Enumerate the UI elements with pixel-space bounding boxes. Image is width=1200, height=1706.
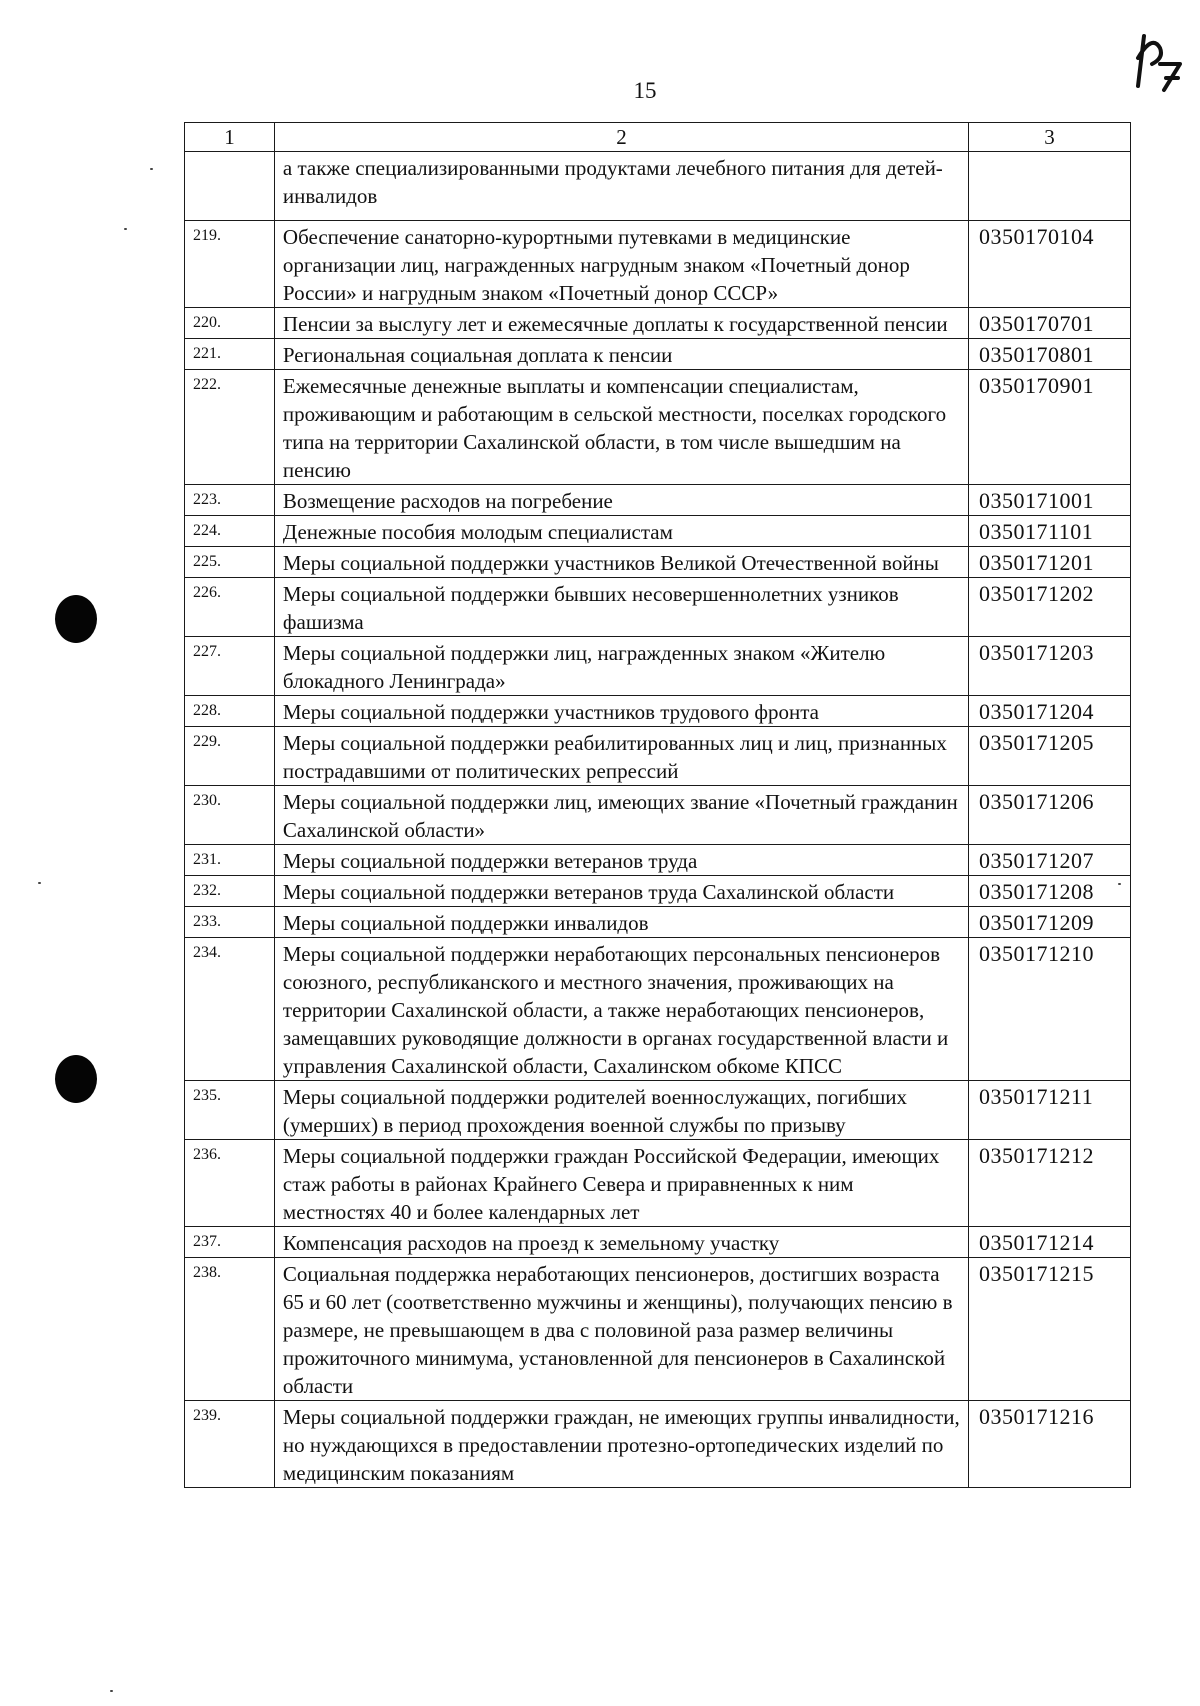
- row-number-cell: 232.: [185, 876, 275, 907]
- row-code-cell: 0350170104: [969, 221, 1131, 308]
- row-description-cell: Пенсии за выслугу лет и ежемесячные доплаты к государственной пенсии: [274, 308, 968, 339]
- row-code-cell: 0350171208: [969, 876, 1131, 907]
- row-code-cell: 0350171209: [969, 907, 1131, 938]
- row-number-cell: 237.: [185, 1227, 275, 1258]
- row-code-cell: 0350171203: [969, 637, 1131, 696]
- table-header-row: [185, 123, 1131, 152]
- table-row: [185, 516, 1131, 547]
- header-cell-1: 1: [185, 123, 275, 152]
- page-number: 15: [633, 78, 657, 103]
- row-description-cell: Меры социальной поддержки ветеранов труда Сахалинской области: [274, 876, 968, 907]
- row-description-cell: Меры социальной поддержки граждан, не имеющих группы инвалидности, но нуждающихся в предоставлении протезно-ортопедических изделий по медицинским показаниям: [274, 1401, 968, 1488]
- row-number-cell: 239.: [185, 1401, 275, 1488]
- table-row: [185, 221, 1131, 308]
- table-row: [185, 1081, 1131, 1140]
- row-code-cell: 0350170901: [969, 370, 1131, 485]
- row-code-cell: 0350171202: [969, 578, 1131, 637]
- budget-classification-table: [184, 122, 1131, 1488]
- row-code-cell: 0350171101: [969, 516, 1131, 547]
- scan-speck: [124, 228, 127, 230]
- table-row: [185, 485, 1131, 516]
- row-description-cell: Меры социальной поддержки участников Великой Отечественной войны: [274, 547, 968, 578]
- row-description-cell: Обеспечение санаторно-курортными путевками в медицинские организации лиц, награжденных нагрудным знаком «Почетный донор России» и нагрудным знаком «Почетный донор СССР»: [274, 221, 968, 308]
- row-code-cell: 0350171212: [969, 1140, 1131, 1227]
- row-number-cell: 227.: [185, 637, 275, 696]
- scan-speck: [38, 882, 41, 884]
- continuation-row: [185, 152, 1131, 221]
- table-row: [185, 876, 1131, 907]
- hole-punch-mark: [55, 1055, 97, 1103]
- row-number-cell: 236.: [185, 1140, 275, 1227]
- table-row: [185, 339, 1131, 370]
- table-row: [185, 370, 1131, 485]
- row-description-cell: Меры социальной поддержки лиц, награжденных знаком «Жителю блокадного Ленинграда»: [274, 637, 968, 696]
- row-number-cell: 235.: [185, 1081, 275, 1140]
- continuation-code-cell: [969, 152, 1131, 221]
- row-code-cell: 0350171207: [969, 845, 1131, 876]
- row-number-cell: 221.: [185, 339, 275, 370]
- table-row: [185, 938, 1131, 1081]
- row-number-cell: 225.: [185, 547, 275, 578]
- row-description-cell: Меры социальной поддержки родителей военнослужащих, погибших (умерших) в период прохождения военной службы по призыву: [274, 1081, 968, 1140]
- row-number-cell: 223.: [185, 485, 275, 516]
- table-row: [185, 696, 1131, 727]
- row-code-cell: 0350171204: [969, 696, 1131, 727]
- row-description-cell: Меры социальной поддержки неработающих персональных пенсионеров союзного, республиканского и местного значения, проживающих на территории Сахалинской области, а также неработающих пенсионеров, замещавших руководящие должности в органах государственной власти и управления Сахалинской области, Сахалинском обкоме КПСС: [274, 938, 968, 1081]
- row-description-cell: Меры социальной поддержки участников трудового фронта: [274, 696, 968, 727]
- table-row: [185, 637, 1131, 696]
- row-code-cell: 0350171215: [969, 1258, 1131, 1401]
- row-description-cell: Ежемесячные денежные выплаты и компенсации специалистам, проживающим и работающим в сельской местности, поселках городского типа на территории Сахалинской области, в том числе вышедшим на пенсию: [274, 370, 968, 485]
- row-code-cell: 0350171216: [969, 1401, 1131, 1488]
- row-number-cell: 219.: [185, 221, 275, 308]
- table-row: [185, 727, 1131, 786]
- row-description-cell: Возмещение расходов на погребение: [274, 485, 968, 516]
- table-row: [185, 845, 1131, 876]
- table-row: [185, 1227, 1131, 1258]
- row-code-cell: 0350170801: [969, 339, 1131, 370]
- row-number-cell: 231.: [185, 845, 275, 876]
- hole-punch-mark: [55, 595, 97, 643]
- table-row: [185, 1140, 1131, 1227]
- row-description-cell: Денежные пособия молодым специалистам: [274, 516, 968, 547]
- table-row: [185, 786, 1131, 845]
- table-row: [185, 1258, 1131, 1401]
- row-code-cell: 0350171211: [969, 1081, 1131, 1140]
- row-description-cell: Меры социальной поддержки граждан Российской Федерации, имеющих стаж работы в районах Крайнего Севера и приравненных к ним местностях 40 и более календарных лет: [274, 1140, 968, 1227]
- row-code-cell: 0350171201: [969, 547, 1131, 578]
- row-number-cell: 233.: [185, 907, 275, 938]
- table-row: [185, 308, 1131, 339]
- row-code-cell: 0350171206: [969, 786, 1131, 845]
- row-number-cell: 224.: [185, 516, 275, 547]
- row-code-cell: 0350171205: [969, 727, 1131, 786]
- row-number-cell: 222.: [185, 370, 275, 485]
- row-number-cell: 230.: [185, 786, 275, 845]
- table-row: [185, 578, 1131, 637]
- row-number-cell: 228.: [185, 696, 275, 727]
- row-number-cell: 238.: [185, 1258, 275, 1401]
- row-number-cell: 234.: [185, 938, 275, 1081]
- row-description-cell: Меры социальной поддержки лиц, имеющих звание «Почетный гражданин Сахалинской области»: [274, 786, 968, 845]
- row-code-cell: 0350170701: [969, 308, 1131, 339]
- row-description-cell: Меры социальной поддержки инвалидов: [274, 907, 968, 938]
- table-row: [185, 1401, 1131, 1488]
- scan-speck: [110, 1690, 113, 1692]
- row-description-cell: Меры социальной поддержки бывших несовершеннолетних узников фашизма: [274, 578, 968, 637]
- row-description-cell: Меры социальной поддержки реабилитированных лиц и лиц, признанных пострадавшими от политических репрессий: [274, 727, 968, 786]
- row-number-cell: 226.: [185, 578, 275, 637]
- table-row: [185, 907, 1131, 938]
- row-description-cell: Социальная поддержка неработающих пенсионеров, достигших возраста 65 и 60 лет (соответственно мужчины и женщины), получающих пенсию в размере, не превышающем в два с половиной раза размер величины прожиточного минимума, установленной для пенсионеров в Сахалинской области: [274, 1258, 968, 1401]
- header-cell-3: 3: [969, 123, 1131, 152]
- table-row: [185, 547, 1131, 578]
- table-body: [185, 123, 1131, 1488]
- handwritten-page-mark: [1130, 28, 1190, 98]
- row-code-cell: 0350171214: [969, 1227, 1131, 1258]
- continuation-description-cell: а также специализированными продуктами лечебного питания для детей-инвалидов: [274, 152, 968, 221]
- row-number-cell: 229.: [185, 727, 275, 786]
- row-code-cell: 0350171210: [969, 938, 1131, 1081]
- row-code-cell: 0350171001: [969, 485, 1131, 516]
- row-description-cell: Меры социальной поддержки ветеранов труда: [274, 845, 968, 876]
- row-description-cell: Компенсация расходов на проезд к земельному участку: [274, 1227, 968, 1258]
- header-cell-2: 2: [274, 123, 968, 152]
- row-description-cell: Региональная социальная доплата к пенсии: [274, 339, 968, 370]
- scan-speck: [150, 168, 153, 170]
- continuation-number-cell: [185, 152, 275, 221]
- row-number-cell: 220.: [185, 308, 275, 339]
